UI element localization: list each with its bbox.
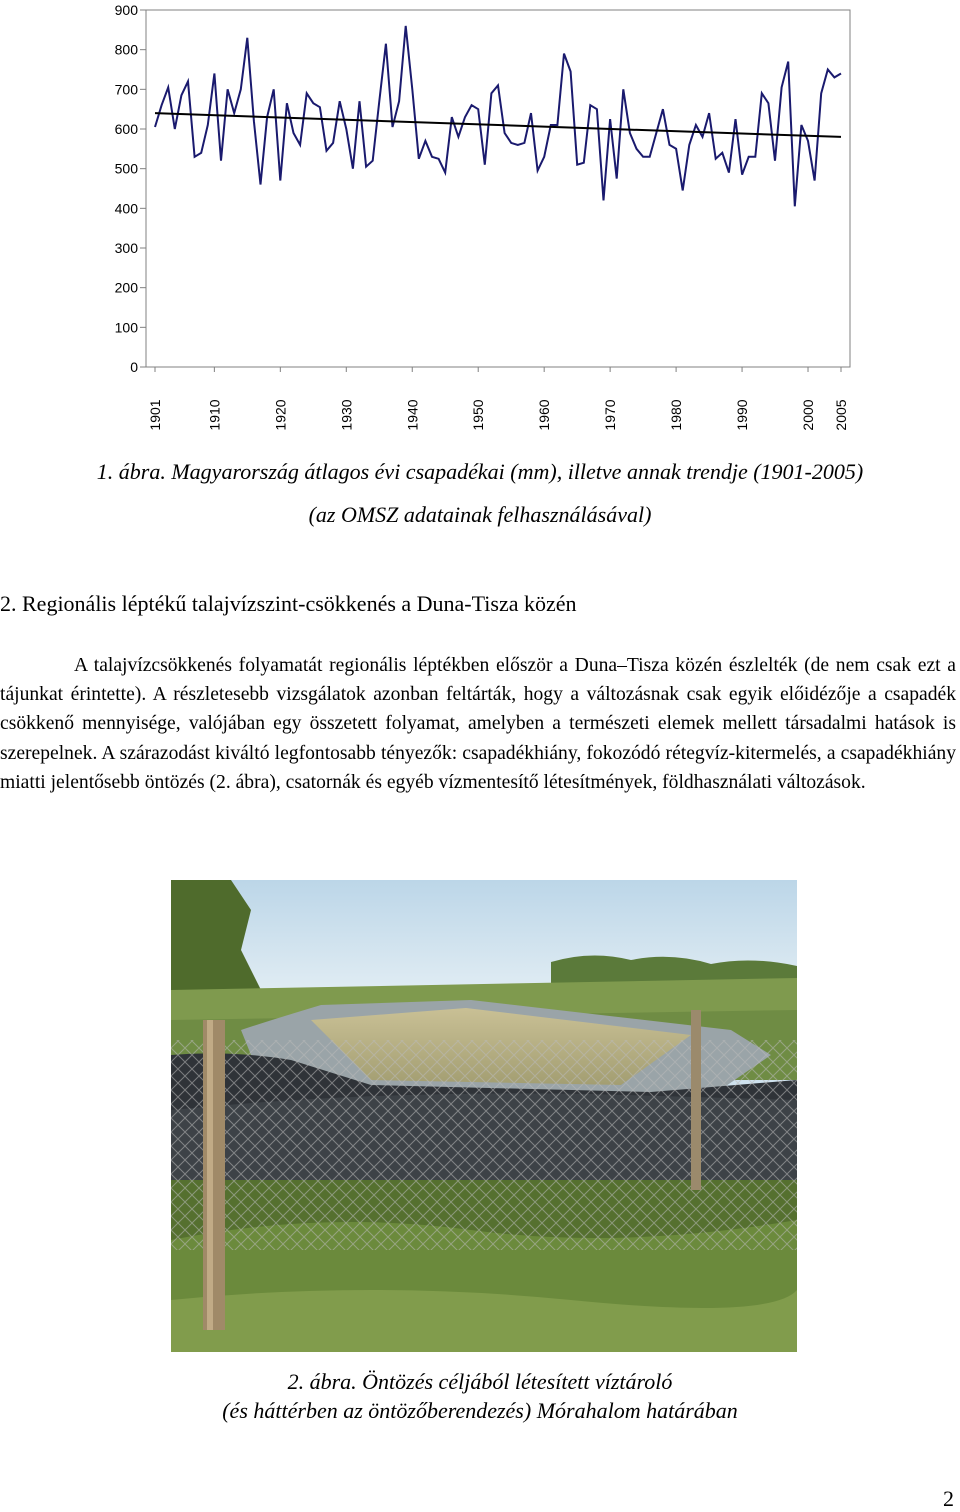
precipitation-trend-line <box>155 113 841 137</box>
section-paragraph: A talajvízcsökkenés folyamatát regionális léptékben először a Duna–Tisza közén észlelték (de nem csak ezt a tájunkat érintette). A részletesebb vizsgálatok azonban feltárták, hogy a változásnak csak egyik előidézője a csapadék csökkenő mennyisége, valójában egy összetett folyamat, amelyben a természeti elemek mellett társadalmi hatások is szerepelnek. A szárazodást kiváltó legfontosabb tényezők: csapadékhiány, fokozódó rétegvíz-kitermelés, a csapadékhiány miatti jelentősebb öntözés (2. ábra), csatornák és egyéb vízmentesítő létesítmények, földhasználati változások. <box>0 655 956 793</box>
precipitation-chart <box>0 0 960 440</box>
page-number: 2 <box>943 1486 954 1511</box>
figure1-caption-line2: (az OMSZ adatainak felhasználásával) <box>308 502 652 527</box>
x-tick-label: 2005 <box>833 399 849 431</box>
section-body <box>0 651 956 797</box>
x-tick-label: 1930 <box>338 399 355 431</box>
x-tick-label: 1910 <box>206 399 223 431</box>
x-tick-label: 1901 <box>147 399 163 431</box>
figure1-caption-line1: 1. ábra. Magyarország átlagos évi csapadékai (mm), illetve annak trendje (1901-2005) <box>96 459 864 484</box>
y-tick-label: 300 <box>114 240 138 256</box>
y-tick-label: 400 <box>114 200 138 217</box>
y-tick-label: 500 <box>114 160 138 177</box>
x-tick-label: 1980 <box>668 399 685 431</box>
x-tick-label: 1920 <box>272 399 289 431</box>
irrigation-reservoir-photo <box>171 880 797 1352</box>
plot-area-frame <box>146 10 850 367</box>
figure2-caption-line2: (és háttérben az öntözőberendezés) Mórahalom határában <box>222 1398 738 1423</box>
x-tick-label: 1990 <box>734 399 751 431</box>
y-tick-label: 600 <box>114 121 138 137</box>
y-tick-label: 0 <box>130 359 138 375</box>
x-tick-label: 1960 <box>536 399 553 431</box>
x-tick-label: 1970 <box>602 399 619 431</box>
figure2-caption-line1: 2. ábra. Öntözés céljából létesített víztároló <box>287 1369 673 1394</box>
x-tick-label: 1940 <box>404 399 421 431</box>
y-tick-label: 200 <box>114 279 138 296</box>
y-tick-label: 700 <box>114 81 138 98</box>
x-tick-label: 1950 <box>470 399 487 431</box>
y-tick-label: 100 <box>114 319 138 336</box>
x-tick-label: 2000 <box>800 399 817 431</box>
y-tick-label: 900 <box>114 2 138 18</box>
section-heading: 2. Regionális léptékű talajvízszint-csökkenés a Duna-Tisza közén <box>0 591 577 616</box>
y-tick-label: 800 <box>114 41 138 58</box>
